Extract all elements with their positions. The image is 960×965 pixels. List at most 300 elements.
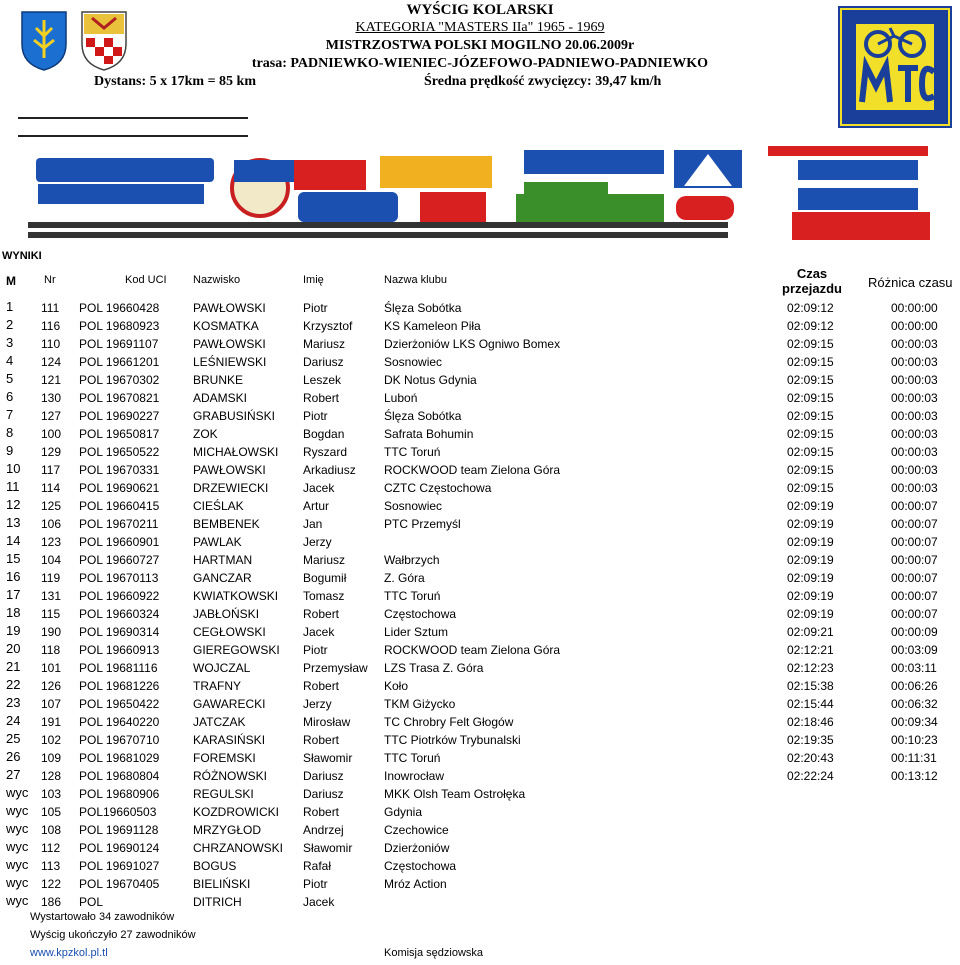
winner-average-speed: Średna prędkość zwycięzcy: 39,47 km/h bbox=[424, 74, 662, 89]
cell-club: Sosnowiec bbox=[384, 355, 443, 369]
cell-time: 02:09:15 bbox=[787, 409, 834, 423]
cell-time-difference: 00:00:07 bbox=[891, 589, 938, 603]
cell-first-name: Rafał bbox=[303, 859, 332, 873]
cell-club: TTC Piotrków Trybunalski bbox=[384, 733, 521, 747]
cell-number: 100 bbox=[41, 427, 62, 441]
cell-number: 101 bbox=[41, 661, 62, 675]
cell-club: ROCKWOOD team Zielona Góra bbox=[384, 643, 561, 657]
cell-surname: BIELIŃSKI bbox=[193, 877, 251, 891]
cell-surname: CEGŁOWSKI bbox=[193, 625, 266, 639]
cell-club: Ślęza Sobótka bbox=[384, 409, 462, 423]
cell-first-name: Bogumił bbox=[303, 571, 347, 585]
cell-club: Czechowice bbox=[384, 823, 449, 837]
table-row bbox=[0, 695, 960, 713]
table-row bbox=[0, 875, 960, 893]
cell-time: 02:09:19 bbox=[787, 571, 834, 585]
cell-time-difference: 00:00:07 bbox=[891, 571, 938, 585]
cell-place: 22 bbox=[6, 677, 21, 692]
cell-surname: PAWLAK bbox=[193, 535, 242, 549]
cell-first-name: Jacek bbox=[303, 481, 335, 495]
cell-place: 26 bbox=[6, 749, 21, 764]
cell-place: 4 bbox=[6, 353, 14, 368]
cell-uci-code: POL 19660922 bbox=[79, 589, 160, 603]
cell-surname: MRZYGŁOD bbox=[193, 823, 262, 837]
table-row bbox=[0, 623, 960, 641]
cell-time-difference: 00:00:03 bbox=[891, 463, 938, 477]
cell-uci-code: POL 19670710 bbox=[79, 733, 160, 747]
cell-first-name: Robert bbox=[303, 607, 340, 621]
cell-place: 17 bbox=[6, 587, 21, 602]
race-title: WYŚCIG KOLARSKI bbox=[406, 2, 554, 18]
cell-uci-code: POL 19670821 bbox=[79, 391, 160, 405]
cell-uci-code: POL 19691128 bbox=[79, 823, 159, 837]
table-row bbox=[0, 641, 960, 659]
cell-club: KS Kameleon Piła bbox=[384, 319, 481, 333]
cell-uci-code: POL 19660727 bbox=[79, 553, 160, 567]
cell-surname: PAWŁOWSKI bbox=[193, 337, 266, 351]
cell-time: 02:09:19 bbox=[787, 499, 834, 513]
cell-surname: DITRICH bbox=[193, 895, 242, 909]
cell-time: 02:09:15 bbox=[787, 337, 834, 351]
cell-place: 2 bbox=[6, 317, 14, 332]
cell-place: wyc bbox=[6, 893, 29, 908]
cell-surname: WOJCZAL bbox=[193, 661, 251, 675]
table-row bbox=[0, 443, 960, 461]
jury-label: Komisja sędziowska bbox=[384, 947, 484, 959]
cell-time: 02:19:35 bbox=[787, 733, 834, 747]
cell-time: 02:09:12 bbox=[787, 301, 834, 315]
cell-surname: RÓŻNOWSKI bbox=[193, 769, 267, 783]
cell-uci-code: POL 19690227 bbox=[79, 409, 160, 423]
cell-first-name: Dariusz bbox=[303, 355, 344, 369]
cell-surname: HARTMAN bbox=[193, 553, 253, 567]
cell-place: 9 bbox=[6, 443, 14, 458]
cell-club: LZS Trasa Z. Góra bbox=[384, 661, 484, 675]
cell-number: 116 bbox=[41, 319, 61, 333]
cell-number: 186 bbox=[41, 895, 62, 909]
cell-surname: PAWŁOWSKI bbox=[193, 463, 266, 477]
cell-uci-code: POL 19680923 bbox=[79, 319, 160, 333]
cell-number: 127 bbox=[41, 409, 62, 423]
cell-club: Wałbrzych bbox=[384, 553, 440, 567]
cell-place: 14 bbox=[6, 533, 21, 548]
col-header-place: M bbox=[6, 274, 16, 288]
table-row bbox=[0, 533, 960, 551]
cell-uci-code: POL 19670302 bbox=[79, 373, 160, 387]
cell-number: 107 bbox=[41, 697, 62, 711]
table-row bbox=[0, 515, 960, 533]
cell-surname: GAWARECKI bbox=[193, 697, 266, 711]
table-row bbox=[0, 299, 960, 317]
cell-time-difference: 00:10:23 bbox=[891, 733, 938, 747]
cell-surname: GRABUSIŃSKI bbox=[193, 409, 276, 423]
cell-surname: KOSMATKA bbox=[193, 319, 259, 333]
cell-uci-code: POL 19691107 bbox=[79, 337, 159, 351]
cell-time-difference: 00:00:09 bbox=[891, 625, 938, 639]
cell-club: CZTC Częstochowa bbox=[384, 481, 492, 495]
cell-club: Inowrocław bbox=[384, 769, 445, 783]
cell-surname: JABŁOŃSKI bbox=[193, 607, 260, 621]
cell-surname: CHRZANOWSKI bbox=[193, 841, 283, 855]
cell-time: 02:09:19 bbox=[787, 607, 834, 621]
cell-surname: ZOK bbox=[193, 427, 218, 441]
cell-surname: ADAMSKI bbox=[193, 391, 248, 405]
cell-club: TC Chrobry Felt Głogów bbox=[384, 715, 514, 729]
cell-club: DK Notus Gdynia bbox=[384, 373, 477, 387]
cell-time-difference: 00:00:03 bbox=[891, 337, 938, 351]
cell-first-name: Leszek bbox=[303, 373, 342, 387]
cell-surname: LEŚNIEWSKI bbox=[193, 355, 267, 369]
cell-place: 1 bbox=[6, 299, 14, 314]
cell-surname: CIEŚLAK bbox=[193, 499, 244, 513]
cell-number: 110 bbox=[41, 337, 61, 351]
cell-first-name: Mariusz bbox=[303, 337, 346, 351]
cell-first-name: Mariusz bbox=[303, 553, 346, 567]
cell-time-difference: 00:03:11 bbox=[891, 661, 937, 675]
cell-first-name: Piotr bbox=[303, 301, 328, 315]
cell-first-name: Bogdan bbox=[303, 427, 345, 441]
cell-time: 02:15:44 bbox=[787, 697, 834, 711]
cell-uci-code: POL 19650817 bbox=[79, 427, 160, 441]
cell-number: 126 bbox=[41, 679, 62, 693]
cell-number: 118 bbox=[41, 643, 61, 657]
cell-time-difference: 00:03:09 bbox=[891, 643, 938, 657]
cell-number: 103 bbox=[41, 787, 62, 801]
cell-first-name: Jerzy bbox=[303, 697, 332, 711]
cell-club: Mróz Action bbox=[384, 877, 447, 891]
cell-time: 02:09:19 bbox=[787, 553, 834, 567]
cell-time-difference: 00:11:31 bbox=[891, 751, 937, 765]
cell-time-difference: 00:00:07 bbox=[891, 517, 938, 531]
col-header-time: Czas przejazdu bbox=[782, 266, 842, 296]
cell-uci-code: POL 19681029 bbox=[79, 751, 160, 765]
cell-uci-code: POL 19680906 bbox=[79, 787, 160, 801]
cell-uci-code: POL 19670331 bbox=[79, 463, 160, 477]
cell-club: Safrata Bohumin bbox=[384, 427, 474, 441]
cell-time-difference: 00:00:03 bbox=[891, 427, 938, 441]
cell-first-name: Arkadiusz bbox=[303, 463, 356, 477]
cell-first-name: Robert bbox=[303, 679, 340, 693]
cell-uci-code: POL 19680804 bbox=[79, 769, 160, 783]
cell-place: 5 bbox=[6, 371, 14, 386]
cell-club: Sosnowiec bbox=[384, 499, 443, 513]
cell-time: 02:18:46 bbox=[787, 715, 834, 729]
cell-club: TTC Toruń bbox=[384, 445, 441, 459]
cell-club: Lider Sztum bbox=[384, 625, 449, 639]
cell-uci-code: POL19660503 bbox=[79, 805, 157, 819]
cell-time: 02:22:24 bbox=[787, 769, 834, 783]
table-row bbox=[0, 479, 960, 497]
cell-time-difference: 00:00:03 bbox=[891, 391, 938, 405]
cell-uci-code: POL 19691027 bbox=[79, 859, 160, 873]
cell-surname: KARASIŃSKI bbox=[193, 733, 266, 747]
cell-time-difference: 00:09:34 bbox=[891, 715, 938, 729]
cell-surname: MICHAŁOWSKI bbox=[193, 445, 279, 459]
cell-uci-code: POL 19670405 bbox=[79, 877, 160, 891]
race-distance: Dystans: 5 x 17km = 85 km bbox=[94, 74, 256, 89]
cell-number: 108 bbox=[41, 823, 62, 837]
table-row bbox=[0, 353, 960, 371]
cell-place: wyc bbox=[6, 803, 29, 818]
cell-time-difference: 00:00:00 bbox=[891, 301, 938, 315]
cell-number: 128 bbox=[41, 769, 62, 783]
cell-club: Z. Góra bbox=[384, 571, 425, 585]
website-link[interactable]: www.kpzkol.pl.tl bbox=[30, 947, 108, 959]
cell-time-difference: 00:00:03 bbox=[891, 373, 938, 387]
cell-surname: KOZDROWICKI bbox=[193, 805, 279, 819]
cell-surname: FOREMSKI bbox=[193, 751, 256, 765]
cell-first-name: Ryszard bbox=[303, 445, 348, 459]
cell-first-name: Piotr bbox=[303, 643, 328, 657]
cell-club: Dzierżoniów LKS Ogniwo Bomex bbox=[384, 337, 561, 351]
cell-place: 24 bbox=[6, 713, 21, 728]
table-row bbox=[0, 497, 960, 515]
cell-place: wyc bbox=[6, 839, 29, 854]
cell-time: 02:20:43 bbox=[787, 751, 834, 765]
cell-number: 191 bbox=[41, 715, 62, 729]
table-row bbox=[0, 317, 960, 335]
cell-time-difference: 00:13:12 bbox=[891, 769, 938, 783]
cell-surname: GANCZAR bbox=[193, 571, 252, 585]
cell-number: 119 bbox=[41, 571, 61, 585]
cell-place: 11 bbox=[6, 479, 20, 494]
col-header-number: Nr bbox=[44, 274, 56, 286]
cell-uci-code: POL 19670211 bbox=[79, 517, 159, 531]
cell-club: Częstochowa bbox=[384, 859, 457, 873]
cell-time: 02:12:21 bbox=[787, 643, 834, 657]
cell-place: 6 bbox=[6, 389, 14, 404]
table-row bbox=[0, 551, 960, 569]
cell-surname: REGULSKI bbox=[193, 787, 254, 801]
cell-place: 18 bbox=[6, 605, 21, 620]
cell-time: 02:09:15 bbox=[787, 427, 834, 441]
cell-uci-code: POL 19690621 bbox=[79, 481, 160, 495]
cell-surname: BRUNKE bbox=[193, 373, 244, 387]
cell-club: Gdynia bbox=[384, 805, 423, 819]
cell-first-name: Tomasz bbox=[303, 589, 345, 603]
cell-first-name: Krzysztof bbox=[303, 319, 353, 333]
cell-number: 104 bbox=[41, 553, 62, 567]
table-row bbox=[0, 389, 960, 407]
race-category: KATEGORIA "MASTERS IIa" 1965 - 1969 bbox=[355, 20, 605, 35]
cell-number: 130 bbox=[41, 391, 62, 405]
cell-club: PTC Przemyśl bbox=[384, 517, 461, 531]
cell-first-name: Andrzej bbox=[303, 823, 344, 837]
cell-surname: BOGUS bbox=[193, 859, 237, 873]
championship-title: MISTRZOSTWA POLSKI MOGILNO 20.06.2009r bbox=[325, 38, 635, 53]
cell-number: 125 bbox=[41, 499, 62, 513]
cell-first-name: Robert bbox=[303, 391, 340, 405]
cell-place: wyc bbox=[6, 785, 29, 800]
cell-surname: TRAFNY bbox=[193, 679, 241, 693]
table-row bbox=[0, 821, 960, 839]
cell-club: Luboń bbox=[384, 391, 418, 405]
cell-uci-code: POL 19690124 bbox=[79, 841, 160, 855]
cell-place: wyc bbox=[6, 821, 29, 836]
cell-first-name: Dariusz bbox=[303, 787, 344, 801]
cell-place: 27 bbox=[6, 767, 21, 782]
cell-time: 02:15:38 bbox=[787, 679, 834, 693]
cell-uci-code: POL 19660415 bbox=[79, 499, 160, 513]
table-row bbox=[0, 839, 960, 857]
cell-number: 117 bbox=[41, 463, 61, 477]
cell-number: 123 bbox=[41, 535, 62, 549]
cell-time-difference: 00:00:00 bbox=[891, 319, 938, 333]
cell-club: Koło bbox=[384, 679, 409, 693]
cell-uci-code: POL 19690314 bbox=[79, 625, 160, 639]
started-count: Wystartowało 34 zawodników bbox=[30, 911, 175, 923]
cell-number: 190 bbox=[41, 625, 62, 639]
cell-number: 115 bbox=[41, 607, 61, 621]
cell-number: 124 bbox=[41, 355, 62, 369]
cell-uci-code: POL 19681116 bbox=[79, 661, 158, 675]
cell-place: 10 bbox=[6, 461, 21, 476]
cell-time-difference: 00:06:32 bbox=[891, 697, 938, 711]
table-row bbox=[0, 677, 960, 695]
cell-club: TTC Toruń bbox=[384, 751, 441, 765]
table-row bbox=[0, 713, 960, 731]
results-label: WYNIKI bbox=[2, 250, 42, 262]
cell-place: 13 bbox=[6, 515, 21, 530]
cell-number: 121 bbox=[41, 373, 62, 387]
cell-time: 02:09:15 bbox=[787, 463, 834, 477]
cell-time-difference: 00:00:03 bbox=[891, 355, 938, 369]
cell-number: 106 bbox=[41, 517, 62, 531]
document-header bbox=[0, 0, 960, 100]
cell-time-difference: 00:00:03 bbox=[891, 445, 938, 459]
cell-uci-code: POL 19681226 bbox=[79, 679, 160, 693]
cell-club: TKM Giżycko bbox=[384, 697, 456, 711]
col-header-time-difference: Różnica czasu bbox=[868, 275, 953, 290]
table-row bbox=[0, 335, 960, 353]
cell-first-name: Robert bbox=[303, 733, 340, 747]
table-row bbox=[0, 407, 960, 425]
cell-uci-code: POL 19650422 bbox=[79, 697, 160, 711]
table-row bbox=[0, 425, 960, 443]
cell-number: 111 bbox=[41, 301, 60, 315]
cell-time: 02:09:15 bbox=[787, 373, 834, 387]
cell-uci-code: POL 19650522 bbox=[79, 445, 160, 459]
cell-time: 02:12:23 bbox=[787, 661, 834, 675]
cell-place: 20 bbox=[6, 641, 21, 656]
col-header-club: Nazwa klubu bbox=[384, 274, 447, 286]
cell-place: 3 bbox=[6, 335, 14, 350]
cell-first-name: Jan bbox=[303, 517, 323, 531]
cell-surname: JATCZAK bbox=[193, 715, 246, 729]
cell-time: 02:09:19 bbox=[787, 589, 834, 603]
cell-club: Ślęza Sobótka bbox=[384, 301, 462, 315]
table-row bbox=[0, 749, 960, 767]
cell-number: 113 bbox=[41, 859, 61, 873]
cell-surname: PAWŁOWSKI bbox=[193, 301, 266, 315]
table-row bbox=[0, 731, 960, 749]
cell-uci-code: POL 19660324 bbox=[79, 607, 160, 621]
cell-first-name: Piotr bbox=[303, 409, 328, 423]
cell-place: 25 bbox=[6, 731, 21, 746]
cell-number: 114 bbox=[41, 481, 61, 495]
cell-number: 112 bbox=[41, 841, 61, 855]
table-row bbox=[0, 767, 960, 785]
col-header-uci-code: Kod UCI bbox=[125, 274, 167, 286]
cell-first-name: Mirosław bbox=[303, 715, 351, 729]
cell-uci-code: POL 19660913 bbox=[79, 643, 160, 657]
cell-surname: KWIATKOWSKI bbox=[193, 589, 279, 603]
cell-club: Częstochowa bbox=[384, 607, 457, 621]
table-row bbox=[0, 569, 960, 587]
cell-first-name: Artur bbox=[303, 499, 330, 513]
cell-club: ROCKWOOD team Zielona Góra bbox=[384, 463, 561, 477]
cell-place: wyc bbox=[6, 857, 29, 872]
table-row bbox=[0, 605, 960, 623]
cell-time: 02:09:19 bbox=[787, 517, 834, 531]
cell-place: wyc bbox=[6, 875, 29, 890]
table-row bbox=[0, 893, 960, 911]
cell-number: 129 bbox=[41, 445, 62, 459]
cell-place: 19 bbox=[6, 623, 21, 638]
cell-first-name: Jacek bbox=[303, 625, 335, 639]
cell-time-difference: 00:06:26 bbox=[891, 679, 938, 693]
table-row bbox=[0, 857, 960, 875]
cell-uci-code: POL 19670113 bbox=[79, 571, 159, 585]
cell-place: 23 bbox=[6, 695, 21, 710]
cell-time: 02:09:15 bbox=[787, 445, 834, 459]
cell-first-name: Piotr bbox=[303, 877, 328, 891]
cell-surname: DRZEWIECKI bbox=[193, 481, 269, 495]
cell-number: 102 bbox=[41, 733, 62, 747]
cell-place: 8 bbox=[6, 425, 14, 440]
cell-surname: BEMBENEK bbox=[193, 517, 260, 531]
table-row bbox=[0, 461, 960, 479]
table-row bbox=[0, 371, 960, 389]
cell-time-difference: 00:00:07 bbox=[891, 553, 938, 567]
cell-time: 02:09:21 bbox=[787, 625, 834, 639]
cell-time: 02:09:12 bbox=[787, 319, 834, 333]
cell-uci-code: POL 19660901 bbox=[79, 535, 160, 549]
cell-time: 02:09:15 bbox=[787, 391, 834, 405]
cell-first-name: Jerzy bbox=[303, 535, 332, 549]
cell-number: 131 bbox=[41, 589, 62, 603]
cell-time-difference: 00:00:03 bbox=[891, 481, 938, 495]
cell-place: 21 bbox=[6, 659, 21, 674]
cell-first-name: Sławomir bbox=[303, 751, 353, 765]
cell-uci-code: POL 19660428 bbox=[79, 301, 160, 315]
cell-time-difference: 00:00:07 bbox=[891, 499, 938, 513]
cell-number: 109 bbox=[41, 751, 62, 765]
cell-time: 02:09:15 bbox=[787, 481, 834, 495]
cell-first-name: Jacek bbox=[303, 895, 335, 909]
cell-club: MKK Olsh Team Ostrołęka bbox=[384, 787, 526, 801]
table-row bbox=[0, 659, 960, 677]
cell-uci-code: POL bbox=[79, 895, 104, 909]
cell-first-name: Dariusz bbox=[303, 769, 344, 783]
cell-club: TTC Toruń bbox=[384, 589, 441, 603]
cell-time-difference: 00:00:07 bbox=[891, 607, 938, 621]
cell-time: 02:09:15 bbox=[787, 355, 834, 369]
cell-first-name: Sławomir bbox=[303, 841, 353, 855]
cell-place: 7 bbox=[6, 407, 14, 422]
table-row bbox=[0, 587, 960, 605]
cell-place: 15 bbox=[6, 551, 21, 566]
cell-uci-code: POL 19640220 bbox=[79, 715, 160, 729]
cell-first-name: Przemysław bbox=[303, 661, 368, 675]
cell-number: 105 bbox=[41, 805, 62, 819]
table-row bbox=[0, 803, 960, 821]
cell-time-difference: 00:00:03 bbox=[891, 409, 938, 423]
cell-time: 02:09:19 bbox=[787, 535, 834, 549]
route-description: trasa: PADNIEWKO-WIENIEC-JÓZEFOWO-PADNIEWO-PADNIEWKO bbox=[251, 56, 709, 71]
cell-first-name: Robert bbox=[303, 805, 340, 819]
cell-number: 122 bbox=[41, 877, 62, 891]
